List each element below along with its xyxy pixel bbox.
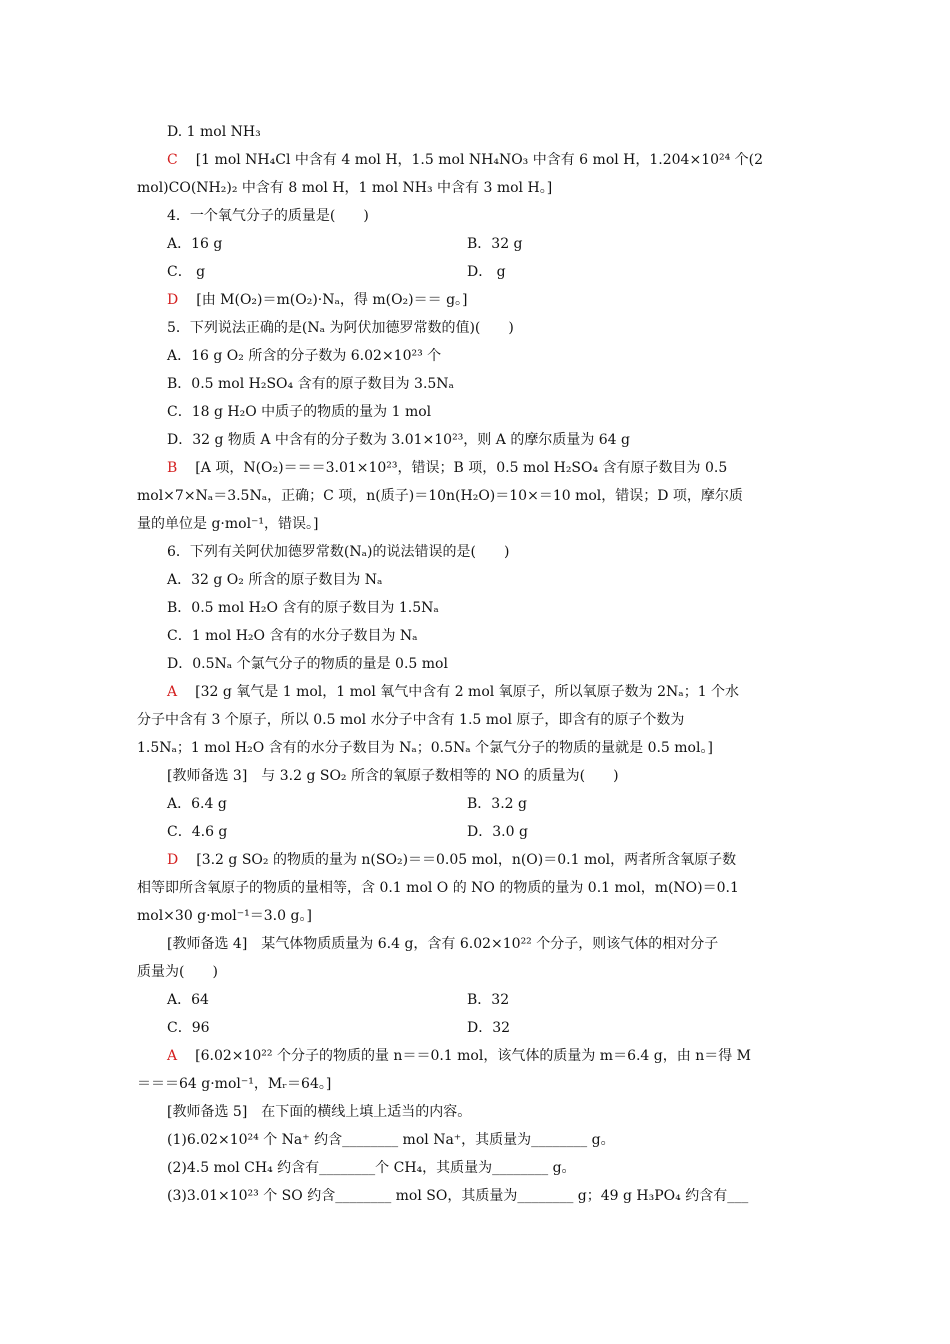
t4-answer: A [167, 1048, 178, 1064]
q4-options-row-2 [137, 258, 817, 286]
q4-explanation-line-1: D [由 M(O₂)＝m(O₂)·Nₐ，得 m(O₂)＝＝ g。] [167, 292, 468, 308]
t3-option-b: B．3.2 g [467, 796, 527, 812]
t4-option-a: A．64 [167, 992, 209, 1008]
q3-answer: C [167, 152, 178, 168]
t4-option-b: B．32 [467, 992, 510, 1008]
q3-option-d: D. 1 mol NH₃ [167, 124, 261, 140]
q4-options-row-1 [137, 230, 817, 258]
q5-stem: 5．下列说法正确的是(Nₐ 为阿伏加德罗常数的值)( ) [167, 320, 514, 336]
q5-explanation-line-3: 量的单位是 g·mol⁻¹，错误。] [137, 516, 319, 532]
q5-option-d: D．32 g 物质 A 中含有的分子数为 3.01×10²³，则 A 的摩尔质量为 64 g [167, 432, 630, 448]
document-page [137, 118, 817, 1210]
q5-answer: B [167, 460, 178, 476]
q4-answer: D [167, 292, 179, 308]
t4-option-d: D．32 [467, 1020, 511, 1036]
q3-explanation-line-2: mol)CO(NH₂)₂ 中含有 8 mol H，1 mol NH₃ 中含有 3 mol H。] [137, 180, 553, 196]
q6-stem: 6．下列有关阿伏加德罗常数(Nₐ)的说法错误的是( ) [167, 544, 510, 560]
q5-option-c: C．18 g H₂O 中质子的物质的量为 1 mol [167, 404, 432, 420]
t3-explanation-line-1: D [3.2 g SO₂ 的物质的量为 n(SO₂)＝＝0.05 mol，n(O)＝0.1 mol，两者所含氧原子数 [167, 852, 737, 868]
t5-stem: [教师备选 5] 在下面的横线上填上适当的内容。 [167, 1104, 472, 1120]
t4-options-row-2 [137, 1014, 817, 1042]
q4-stem: 4．一个氧气分子的质量是( ) [167, 208, 369, 224]
t3-answer: D [167, 852, 179, 868]
q4-option-b: B．32 g [467, 236, 523, 252]
q6-explanation-line-1: A [32 g 氧气是 1 mol，1 mol 氧气中含有 2 mol 氧原子，所以氧原子数为 2Nₐ；1 个水 [167, 684, 740, 700]
t5-line-2: (2)4.5 mol CH₄ 约含有________个 CH₄，其质量为________ g。 [167, 1160, 576, 1176]
q6-option-d: D．0.5Nₐ 个氯气分子的物质的量是 0.5 mol [167, 656, 448, 672]
q4-option-c: C． g [167, 264, 206, 280]
q5-option-b: B．0.5 mol H₂SO₄ 含有的原子数目为 3.5Nₐ [167, 376, 454, 392]
t3-stem: [教师备选 3] 与 3.2 g SO₂ 所含的氧原子数相等的 NO 的质量为( ) [167, 768, 619, 784]
q6-option-a: A．32 g O₂ 所含的原子数目为 Nₐ [167, 572, 383, 588]
q6-explanation-line-3: 1.5Nₐ；1 mol H₂O 含有的水分子数目为 Nₐ；0.5Nₐ 个氯气分子的物质的量就是 0.5 mol。] [137, 740, 713, 756]
q4-option-a: A．16 g [167, 236, 223, 252]
t3-option-c: C．4.6 g [167, 824, 228, 840]
t5-line-1: (1)6.02×10²⁴ 个 Na⁺ 约含________ mol Na⁺，其质量为________ g。 [167, 1132, 615, 1148]
q4-option-d: D． g [467, 264, 506, 280]
t3-options-row-2 [137, 818, 817, 846]
q5-explanation-line-2: mol×7×Nₐ＝3.5Nₐ，正确；C 项，n(质子)＝10n(H₂O)＝10×＝10 mol，错误；D 项，摩尔质 [137, 488, 743, 504]
t4-option-c: C．96 [167, 1020, 210, 1036]
t4-stem-line-1: [教师备选 4] 某气体物质质量为 6.4 g，含有 6.02×10²² 个分子，则该气体的相对分子 [167, 936, 719, 952]
q6-option-c: C．1 mol H₂O 含有的水分子数目为 Nₐ [167, 628, 418, 644]
t3-option-d: D．3.0 g [467, 824, 528, 840]
t4-explanation-line-2: ＝＝＝64 g·mol⁻¹，Mᵣ＝64。] [137, 1076, 332, 1092]
t5-line-3: (3)3.01×10²³ 个 SO 约含________ mol SO，其质量为________ g；49 g H₃PO₄ 约含有___ [167, 1188, 749, 1204]
q6-explanation-line-2: 分子中含有 3 个原子，所以 0.5 mol 水分子中含有 1.5 mol 原子，即含有的原子个数为 [137, 712, 685, 728]
t3-option-a: A．6.4 g [167, 796, 227, 812]
t3-options-row-1 [137, 790, 817, 818]
t4-explanation-line-1: A [6.02×10²² 个分子的物质的量 n＝＝0.1 mol，该气体的质量为 m＝6.4 g，由 n＝得 M [167, 1048, 751, 1064]
q5-option-a: A．16 g O₂ 所含的分子数为 6.02×10²³ 个 [167, 348, 442, 364]
t4-options-row-1 [137, 986, 817, 1014]
t4-stem-line-2: 质量为( ) [137, 964, 218, 980]
q6-option-b: B．0.5 mol H₂O 含有的原子数目为 1.5Nₐ [167, 600, 439, 616]
t3-explanation-line-3: mol×30 g·mol⁻¹＝3.0 g。] [137, 908, 312, 924]
q3-explanation-line-1: C [1 mol NH₄Cl 中含有 4 mol H，1.5 mol NH₄NO₃ 中含有 6 mol H，1.204×10²⁴ 个(2 [167, 152, 764, 168]
q5-explanation-line-1: B [A 项，N(O₂)＝＝＝3.01×10²³，错误；B 项，0.5 mol H₂SO₄ 含有原子数目为 0.5 [167, 460, 728, 476]
q6-answer: A [167, 684, 178, 700]
t3-explanation-line-2: 相等即所含氧原子的物质的量相等，含 0.1 mol O 的 NO 的物质的量为 0.1 mol，m(NO)＝0.1 [137, 880, 739, 896]
